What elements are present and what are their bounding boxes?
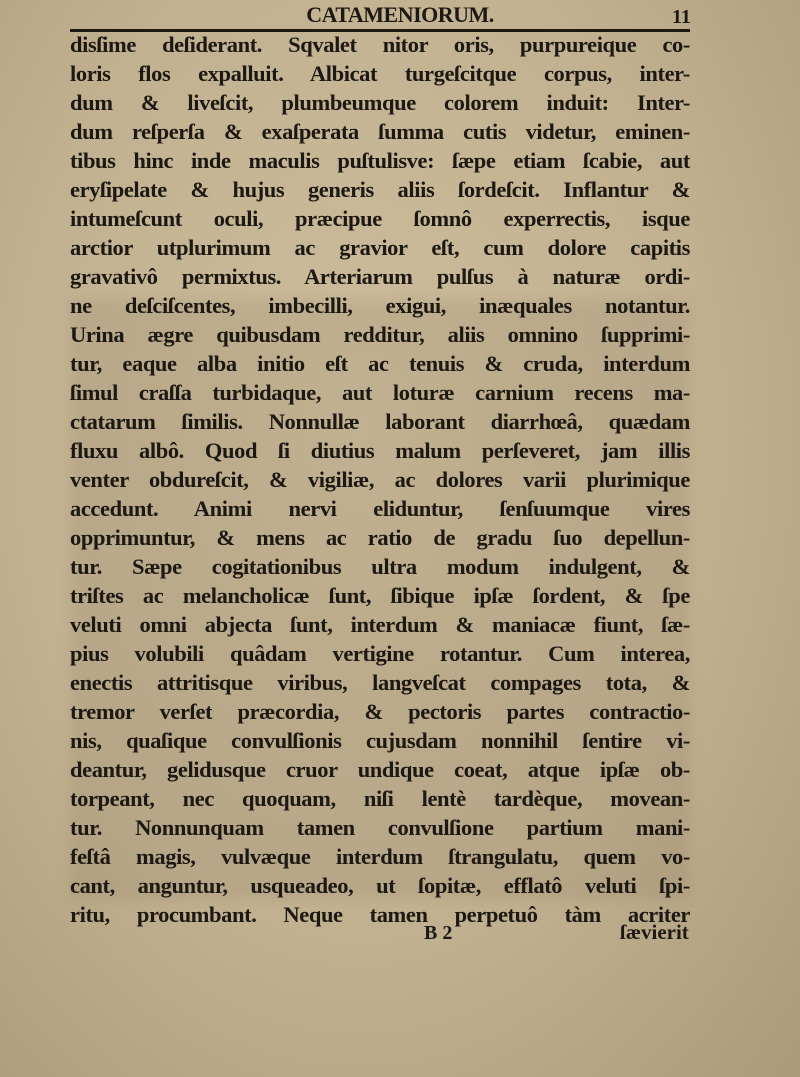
text-line: enectis attritisque viribus, langveſcat compages tota, &: [70, 670, 690, 695]
text-line: nis, quaſique convulſionis cujusdam nonnihil ſentire vi-: [70, 728, 690, 753]
text-line: pius volubili quâdam vertigine rotantur. Cum interea,: [70, 641, 690, 666]
text-line: cant, anguntur, usqueadeo, ut ſopitæ, efflatô veluti ſpi-: [70, 873, 690, 898]
page-number: 11: [672, 6, 691, 28]
text-line: disſime deſiderant. Sqvalet nitor oris, purpureique co-: [70, 32, 690, 57]
text-line: tur. Nonnunquam tamen convulſione partium mani-: [70, 815, 690, 840]
text-line: veluti omni abjecta ſunt, interdum & maniacæ fiunt, ſæ-: [70, 612, 690, 637]
text-line: opprimuntur, & mens ac ratio de gradu ſuo depellun-: [70, 525, 690, 550]
text-line: eryſipelate & hujus generis aliis ſordeſcit. Inflantur &: [70, 177, 690, 202]
text-line: tur. Sæpe cogitationibus ultra modum indulgent, &: [70, 554, 690, 579]
text-line: tur, eaque alba initio eſt ac tenuis & cruda, interdum: [70, 351, 690, 376]
signature-mark: B 2: [424, 922, 453, 944]
text-line: tibus hinc inde maculis puſtulisve: ſæpe etiam ſcabie, aut: [70, 148, 690, 173]
text-line: arctior utplurimum ac gravior eſt, cum dolore capitis: [70, 235, 690, 260]
running-title: CATAMENIORUM.: [306, 2, 494, 27]
text-line: loris flos expalluit. Albicat turgeſcitque corpus, inter-: [70, 61, 690, 86]
catchword: ſævierit: [620, 920, 689, 944]
text-line: fluxu albô. Quod ſi diutius malum perſeveret, jam illis: [70, 438, 690, 463]
text-line: accedunt. Animi nervi eliduntur, ſenſuumque vires: [70, 496, 690, 521]
text-line: venter obdureſcit, & vigiliæ, ac dolores varii plurimique: [70, 467, 690, 492]
body-text: [70, 30, 690, 929]
text-line: torpeant, nec quoquam, niſi lentè tardèque, movean-: [70, 786, 690, 811]
text-line: ſimul craſſa turbidaque, aut loturæ carnium recens ma-: [70, 380, 690, 405]
text-line: intumeſcunt oculi, præcipue ſomnô experrectis, isque: [70, 206, 690, 231]
text-line: deantur, gelidusque cruor undique coeat, atque ipſæ ob-: [70, 757, 690, 782]
text-line: tremor verſet præcordia, & pectoris partes contractio-: [70, 699, 690, 724]
text-line: feſtâ magis, vulvæque interdum ſtrangulatu, quem vo-: [70, 844, 690, 869]
text-line: gravativô permixtus. Arteriarum pulſus à naturæ ordi-: [70, 264, 690, 289]
text-line: ritu, procumbant. Neque tamen perpetuô tàm acriter: [70, 902, 690, 927]
text-line: Urina ægre quibusdam redditur, aliis omnino ſupprimi-: [70, 322, 690, 347]
text-line: ne deſciſcentes, imbecilli, exigui, inæquales notantur.: [70, 293, 690, 318]
text-line: triſtes ac melancholicæ ſunt, ſibique ipſæ ſordent, & ſpe: [70, 583, 690, 608]
text-line: dum reſperſa & exaſperata ſumma cutis videtur, eminen-: [70, 119, 690, 144]
text-line: ctatarum ſimilis. Nonnullæ laborant diarrhœâ, quædam: [70, 409, 690, 434]
text-line: dum & liveſcit, plumbeumque colorem induit: Inter-: [70, 90, 690, 115]
